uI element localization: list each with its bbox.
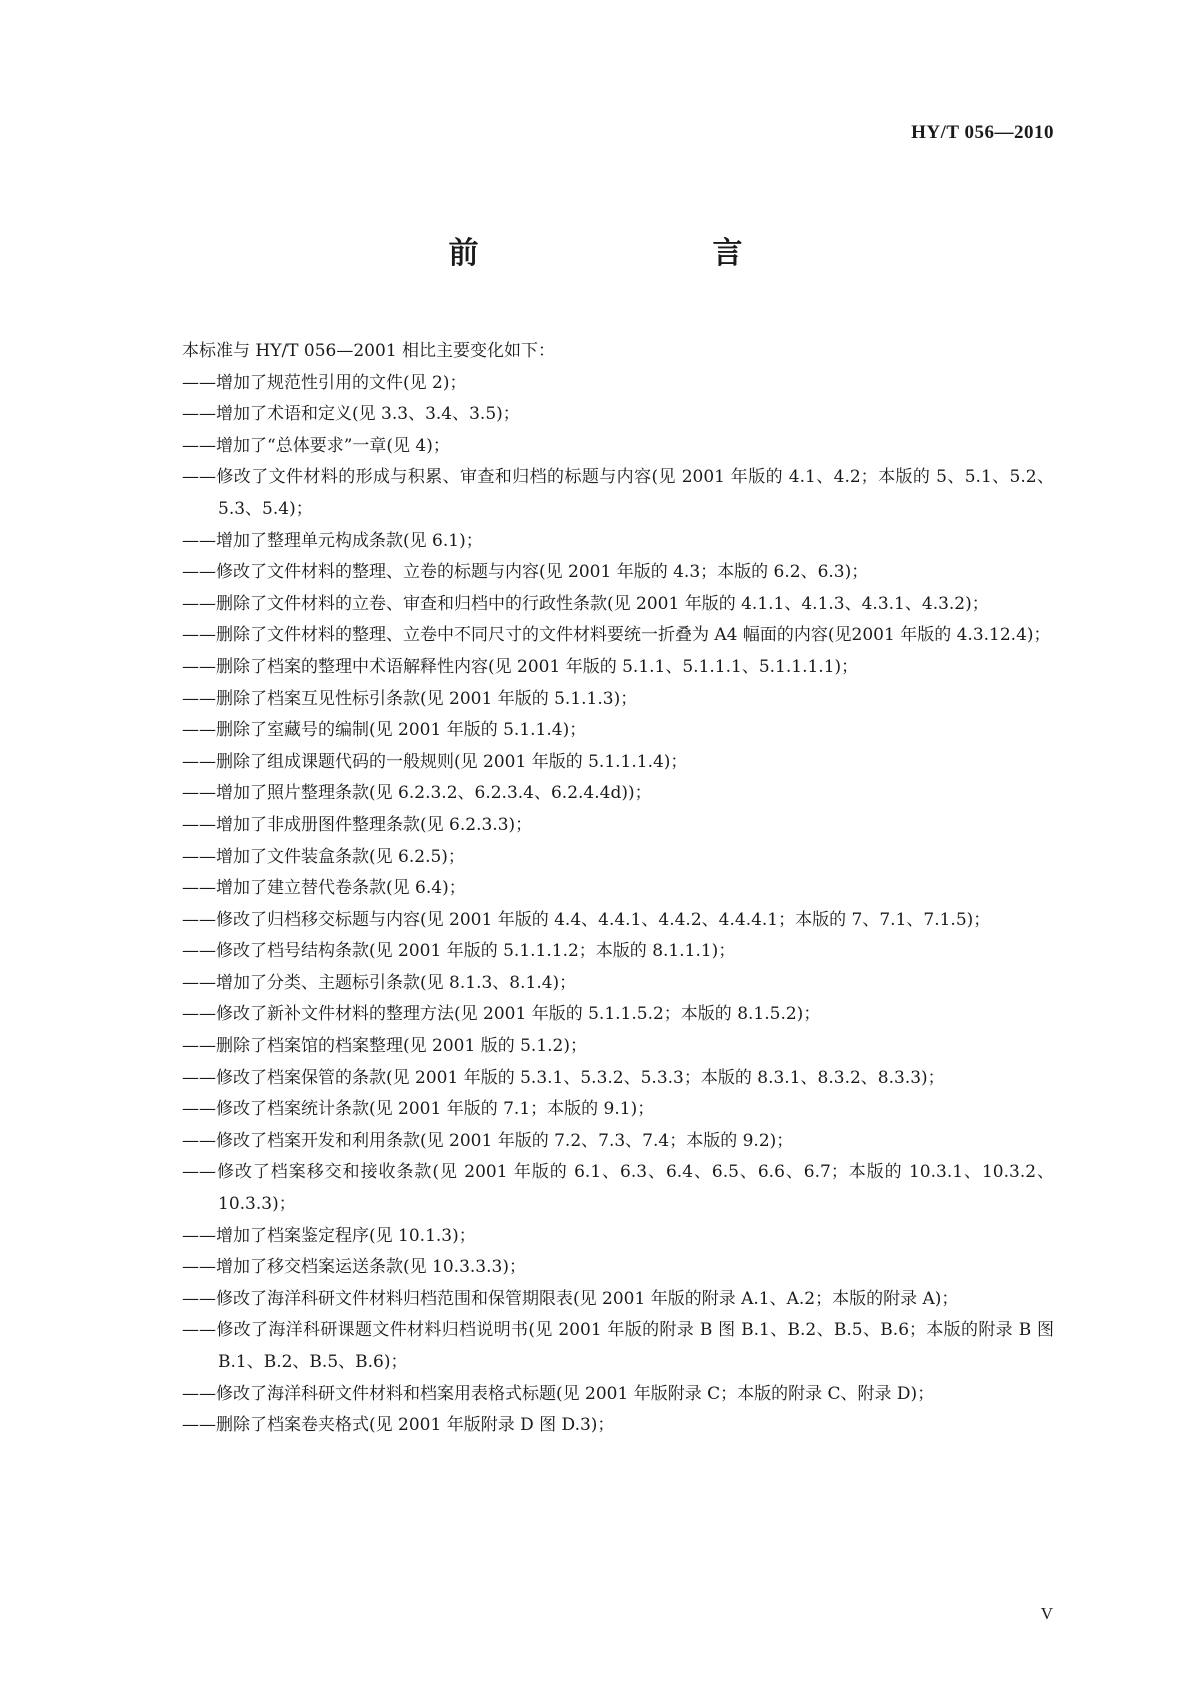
change-item: ——删除了室藏号的编制(见 2001 年版的 5.1.1.4)； bbox=[182, 720, 587, 741]
document-code: HY/T 056—2010 bbox=[911, 122, 1054, 143]
change-item: ——增加了非成册图件整理条款(见 6.2.3.3)； bbox=[182, 814, 533, 835]
change-item: ——修改了档号结构条款(见 2001 年版的 5.1.1.1.2；本版的 8.1.1.1)； bbox=[182, 941, 736, 962]
change-item: ——修改了档案保管的条款(见 2001 年版的 5.3.1、5.3.2、5.3.3；本版的 8.3.1、8.3.2、8.3.3)； bbox=[182, 1067, 945, 1088]
change-item: ——修改了文件材料的整理、立卷的标题与内容(见 2001 年版的 4.3；本版的 6.2、6.3)； bbox=[182, 562, 869, 583]
intro-paragraph: 本标准与 HY/T 056—2001 相比主要变化如下： bbox=[182, 341, 556, 361]
change-item: ——删除了文件材料的整理、立卷中不同尺寸的文件材料要统一折叠为 A4 幅面的内容(见2001 年版的 4.3.12.4)； bbox=[182, 625, 1051, 646]
change-item: ——删除了档案卷夹格式(见 2001 年版附录 D 图 D.3)； bbox=[182, 1415, 615, 1436]
page-title: 前 言 bbox=[448, 236, 801, 271]
change-item: ——删除了档案的整理中术语解释性内容(见 2001 年版的 5.1.1、5.1.1.1、5.1.1.1.1)； bbox=[182, 656, 859, 677]
page-number: V bbox=[1040, 1604, 1053, 1623]
change-item: ——增加了照片整理条款(见 6.2.3.2、6.2.3.4、6.2.4.4d))； bbox=[182, 783, 652, 804]
change-item: ——修改了归档移交标题与内容(见 2001 年版的 4.4、4.4.1、4.4.2、4.4.4.1；本版的 7、7.1、7.1.5)； bbox=[182, 909, 991, 930]
change-item: ——增加了建立替代卷条款(见 6.4)； bbox=[182, 878, 466, 899]
change-item: ——修改了档案统计条款(见 2001 年版的 7.1；本版的 9.1)； bbox=[182, 1099, 655, 1120]
change-item: ——修改了海洋科研课题文件材料归档说明书(见 2001 年版的附录 B 图 B.1、B.2、B.5、B.6；本版的附录 B 图 B.1、B.2、B.5、B.6)； bbox=[182, 1320, 1054, 1372]
change-item: ——删除了组成课题代码的一般规则(见 2001 年版的 5.1.1.1.4)； bbox=[182, 751, 688, 772]
change-item: ——修改了海洋科研文件材料和档案用表格式标题(见 2001 年版附录 C；本版的附录 C、附录 D)； bbox=[182, 1383, 935, 1404]
change-item: ——增加了整理单元构成条款(见 6.1)； bbox=[182, 530, 483, 551]
change-item: ——删除了档案馆的档案整理(见 2001 版的 5.1.2)； bbox=[182, 1036, 587, 1057]
change-item: ——增加了分类、主题标引条款(见 8.1.3、8.1.4)； bbox=[182, 972, 577, 993]
change-item: ——增加了移交档案运送条款(见 10.3.3.3)； bbox=[182, 1257, 526, 1278]
change-item: ——修改了文件材料的形成与积累、审查和归档的标题与内容(见 2001 年版的 4.1、4.2；本版的 5、5.1、5.2、5.3、5.4)； bbox=[182, 467, 1054, 519]
change-item: ——增加了“总体要求”一章(见 4)； bbox=[182, 435, 450, 456]
change-list bbox=[182, 368, 1054, 1442]
change-item: ——修改了档案开发和利用条款(见 2001 年版的 7.2、7.3、7.4；本版的 9.2)； bbox=[182, 1130, 794, 1151]
foreword-body bbox=[182, 336, 1054, 1442]
change-item: ——增加了规范性引用的文件(见 2)； bbox=[182, 372, 467, 393]
change-item: ——修改了新补文件材料的整理方法(见 2001 年版的 5.1.1.5.2；本版的 8.1.5.2)； bbox=[182, 1004, 821, 1025]
change-item: ——删除了文件材料的立卷、审查和归档中的行政性条款(见 2001 年版的 4.1.1、4.1.3、4.3.1、4.3.2)； bbox=[182, 593, 989, 614]
change-item: ——增加了档案鉴定程序(见 10.1.3)； bbox=[182, 1225, 476, 1246]
change-item: ——修改了档案移交和接收条款(见 2001 年版的 6.1、6.3、6.4、6.5、6.6、6.7；本版的 10.3.1、10.3.2、10.3.3)； bbox=[182, 1162, 1054, 1215]
change-item: ——增加了文件装盒条款(见 6.2.5)； bbox=[182, 846, 465, 867]
change-item: ——增加了术语和定义(见 3.3、3.4、3.5)； bbox=[182, 404, 520, 425]
change-item: ——删除了档案互见性标引条款(见 2001 年版的 5.1.1.3)； bbox=[182, 688, 638, 709]
change-item: ——修改了海洋科研文件材料归档范围和保管期限表(见 2001 年版的附录 A.1、A.2；本版的附录 A)； bbox=[182, 1288, 959, 1309]
